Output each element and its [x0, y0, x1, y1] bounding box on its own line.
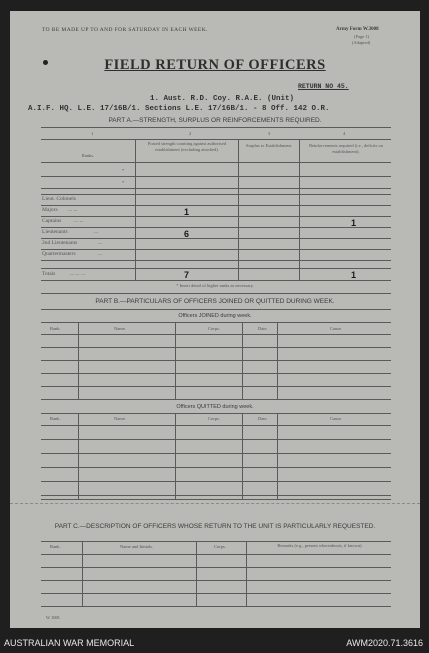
quitted-name-header: Name.	[114, 416, 126, 421]
row-rule	[41, 176, 391, 177]
row-rule	[41, 216, 391, 217]
row-rule	[41, 205, 391, 206]
rank-label: Quartermasters	[42, 251, 76, 257]
row-rule	[41, 580, 391, 581]
part-c-corps-header: Corps.	[214, 544, 226, 549]
row-rule	[41, 360, 391, 361]
part-a-title: PART A.—STRENGTH, SURPLUS OR REINFORCEMENTS REQUIRED.	[108, 117, 322, 124]
row-rule	[41, 453, 391, 454]
surplus-header: Surplus to Establishment.	[245, 143, 293, 148]
form-page	[10, 11, 420, 628]
part-a-header-rule	[41, 162, 391, 163]
col-divider	[242, 322, 243, 399]
row-rule	[41, 194, 391, 195]
total-reinforcements-value: 1	[351, 270, 357, 280]
part-b-title: PART B.—PARTICULARS OF OFFICERS JOINED OR QUITTED DURING WEEK.	[95, 298, 335, 305]
part-c-rank-header: Rank.	[50, 544, 61, 549]
form-title: FIELD RETURN OF OFFICERS	[104, 57, 326, 73]
rank-label: Captains	[42, 218, 62, 224]
joined-name-header: Name.	[114, 326, 126, 331]
part-c-top-rule	[41, 541, 391, 542]
col-divider	[175, 322, 176, 399]
dot-leader: ... ...	[74, 218, 84, 224]
ranks-header: Ranks.	[81, 153, 95, 158]
quitted-subtitle: Officers QUITTED during week.	[176, 404, 254, 410]
quitted-corps-header: Corps.	[208, 416, 220, 421]
quitted-title-rule	[41, 413, 391, 414]
joined-bottom-rule	[41, 399, 391, 400]
row-rule	[41, 495, 391, 496]
col-number-2: 2	[189, 131, 192, 136]
joined-title-rule	[41, 322, 391, 323]
col-divider	[299, 139, 300, 280]
part-b-top-rule	[41, 309, 391, 310]
part-c-name-header: Name and Initials.	[120, 544, 154, 549]
col-divider	[242, 413, 243, 499]
part-a-numbers-rule	[41, 139, 391, 140]
rank-label: Lieutenants	[42, 229, 68, 235]
row-rule	[41, 593, 391, 594]
reinforcement-captains-value: 1	[351, 218, 357, 228]
row-rule	[41, 249, 391, 250]
row-rule	[41, 347, 391, 348]
row-rule	[41, 227, 391, 228]
quitted-date-header: Date.	[258, 416, 268, 421]
posted-majors-value: 1	[184, 207, 190, 217]
row-rule	[41, 373, 391, 374]
row-rule	[41, 260, 391, 261]
col-divider	[78, 413, 79, 499]
quitted-cause-header: Cause.	[330, 416, 343, 421]
dot-leader: ... ... ...	[70, 271, 86, 277]
joined-subtitle: Officers JOINED during week.	[178, 313, 252, 319]
joined-rank-header: Rank.	[50, 326, 61, 331]
row-rule	[41, 188, 391, 189]
adapted-note: (Adapted)	[352, 40, 371, 45]
part-c-bottom-rule	[41, 606, 391, 607]
col-divider	[238, 139, 239, 280]
col-divider	[82, 541, 83, 606]
col-number-3: 3	[268, 131, 271, 136]
star-mark-2: *	[122, 180, 125, 185]
part-c-header-rule	[41, 554, 391, 555]
totals-rule	[41, 280, 391, 281]
part-c-remarks-header: Remarks (e.g., present whereabouts, if known).	[277, 543, 363, 548]
footer-accession-number: AWM2020.71.3616	[346, 638, 423, 648]
star-mark-1: *	[122, 168, 125, 173]
army-form-number: Army Form W.3008	[336, 27, 379, 32]
row-rule	[41, 481, 391, 482]
joined-date-header: Date.	[258, 326, 268, 331]
part-b-bottom-rule	[41, 499, 391, 500]
print-code: W. 3008.	[46, 615, 61, 620]
col-divider	[78, 322, 79, 399]
posted-strength-header: Posted strength counting against authorised establishment (excluding attached).	[147, 141, 227, 152]
dot-leader: ...	[98, 251, 103, 257]
row-rule	[41, 268, 391, 269]
part-c-title: PART C.—DESCRIPTION OF OFFICERS WHOSE RETURN TO THE UNIT IS PARTICULARLY REQUESTED.	[54, 523, 376, 530]
unit-name: 1. Aust. R.D. Coy. R.A.E. (Unit)	[150, 95, 295, 103]
perforation-line	[10, 503, 420, 504]
instruction-text: TO BE MADE UP TO AND FOR SATURDAY IN EACH WEEK.	[42, 27, 208, 33]
establishment-line: A.I.F. HQ. L.E. 17/16B/1. Sections L.E. 17/16B/1. - 8 Off. 142 O.R.	[28, 105, 330, 113]
footer-credit: AUSTRALIAN WAR MEMORIAL	[4, 638, 135, 648]
return-number: RETURN NO 45.	[298, 83, 349, 90]
row-rule	[41, 238, 391, 239]
dot-leader: ...	[98, 240, 103, 246]
col-divider	[175, 413, 176, 499]
quitted-rank-header: Rank.	[50, 416, 61, 421]
col-number-4: 4	[343, 131, 346, 136]
totals-label: Totals	[42, 271, 56, 277]
row-rule	[41, 567, 391, 568]
total-posted-value: 7	[184, 270, 190, 280]
part-a-bottom-rule	[41, 293, 391, 294]
part-a-top-rule	[41, 127, 391, 128]
dot-leader: ... ...	[68, 207, 78, 213]
row-rule	[41, 439, 391, 440]
col-number-1: 1	[91, 131, 94, 136]
quitted-header-rule	[41, 425, 391, 426]
col-divider	[246, 541, 247, 606]
rank-label: 2nd Lieutenants	[42, 240, 78, 246]
joined-cause-header: Cause.	[330, 326, 343, 331]
page-indicator: (Page 1)	[354, 34, 370, 39]
rank-label: Majors	[42, 207, 58, 213]
row-rule	[41, 467, 391, 468]
rank-label: Lieut. Colonels	[42, 196, 76, 202]
posted-lieutenants-value: 6	[184, 229, 190, 239]
row-rule	[41, 386, 391, 387]
reinforcements-header: Reinforcements required (i.e., deficits on establishment).	[309, 143, 383, 154]
col-divider	[277, 413, 278, 499]
col-divider	[196, 541, 197, 606]
part-a-footnote: * Insert detail of higher ranks as necessary.	[176, 283, 254, 288]
col-divider	[277, 322, 278, 399]
joined-corps-header: Corps.	[208, 326, 220, 331]
dot-leader: ...	[94, 229, 99, 235]
col-divider	[135, 139, 136, 280]
joined-header-rule	[41, 334, 391, 335]
